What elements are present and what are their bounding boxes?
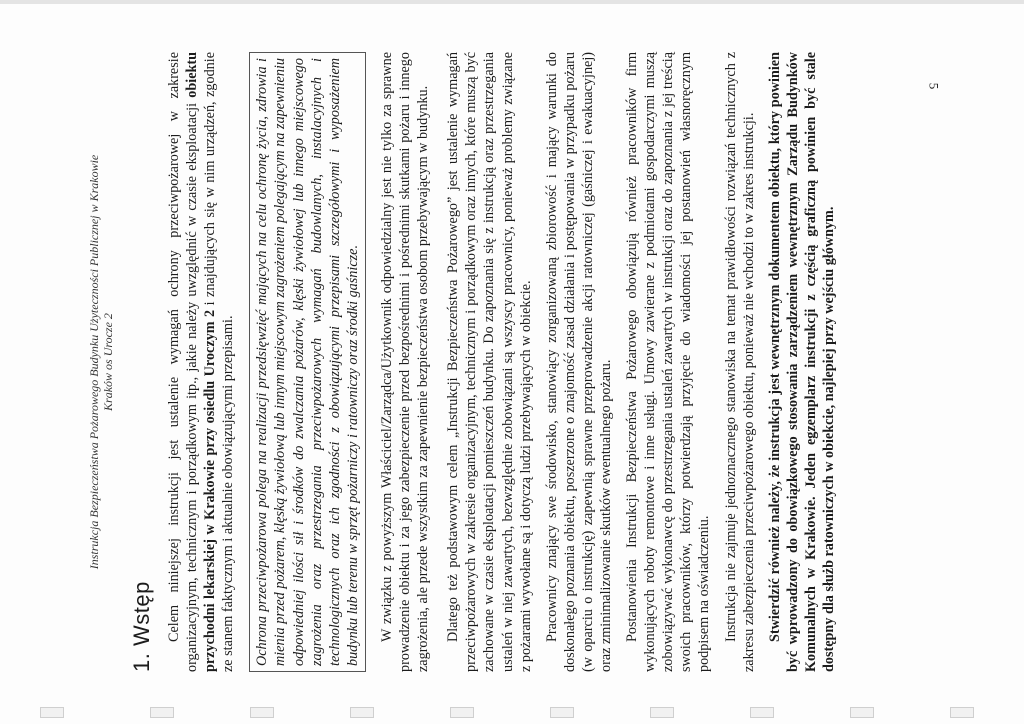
paragraph-purpose: Dlatego też podstawowym celem „Instrukcji Bezpieczeństwa Pożarowego” jest ustalenie wymagań przeciwpożarowych w zakresie organizacyjnym, technicznym i porządkowym oraz innych, które muszą być zachowane w czasie eksploatacji pomieszczeń budynku. Do zapoznania się z instrukcją oraz przestrzegania ustaleń w niej zawartych, bezwzględnie zobowiązani są wszyscy pracownicy, ponieważ problemy związane z pożarami wywołane są i dotyczą ludzi przebywających w obiekcie. (445, 52, 534, 672)
scan-mark (150, 707, 174, 718)
scan-mark (750, 707, 774, 718)
running-header (87, 52, 115, 672)
scan-mark (850, 707, 874, 718)
scan-mark (450, 707, 474, 718)
header-line-1: Instrukcja Bezpieczeństwa Pożarowego Budynku Użyteczności Publicznej w Krakowie (87, 154, 101, 570)
scan-mark (550, 707, 574, 718)
paragraph-contractors: Postanowienia Instrukcji Bezpieczeństwa Pożarowego obowiązują również pracowników firm wykonujących roboty remontowe i inne usługi. Umowy zawierane z podmiotami gospodarczymi muszą zobowiązywać wykonawcę do przestrzegania ustaleń zawartych w instrukcji oraz do zapoznania z jej treścią swoich pracowników, którzy potwierdzają przyjęcie do wiadomości jej postanowień własnoręcznym podpisem na oświadczeniu. (624, 52, 713, 672)
scan-mark (650, 707, 674, 718)
scan-edge-top (0, 0, 1024, 4)
paragraph-conclusion: Stwierdzić również należy, że instrukcja jest wewnętrznym dokumentem obiektu, który powinien być wprowadzony do obowiązkowego stosowania zarządzeniem wewnętrznym Zarządu Budynków Komunalnych w Krakowie. Jeden egzemplarz instrukcji z częścią graficzną powinien być stale dostępny dla służb ratowniczych w obiekcie, najlepiej przy wejściu głównym. (766, 52, 837, 672)
scan-mark (40, 707, 64, 718)
scan-mark (350, 707, 374, 718)
document-page (87, 52, 887, 672)
scan-edge-bottom (0, 702, 1024, 724)
scan-mark (250, 707, 274, 718)
paragraph-employees: Pracownicy znający swe środowisko, stanowiący zorganizowaną zbiorowość i mający warunki do doskonałego poznania obiektu, poszerzone o znajomość zasad działania i postępowania w przypadku pożaru (w oparciu o instrukcję) zapewnią sprawne przeprowadzenie akcji ratowniczej (gaśniczej i ewakuacyjnej) oraz zminimalizowanie skutków ewentualnego pożaru. (543, 52, 614, 672)
page-number: 5 (925, 82, 941, 90)
definition-box: Ochrona przeciwpożarowa polega na realizacji przedsięwzięć mających na celu ochronę życia, zdrowia i mienia przed pożarem, klęską żywiołową lub innym miejscowym zagrożeniem polegającym na zapewnieniu odpowiedniej ilości sił i środków do zwalczania pożarów, klęski żywiołowej lub innego miejscowego zagrożenia oraz przestrzegania przeciwpożarowych wymagań budowlanych, instalacyjnych i technologicznych oraz ich zgodności z obowiązującymi przepisami szczegółowymi i wyposażeniem budynku lub terenu w sprzęt pożarniczy i ratowniczy oraz środki gaśnicze. (249, 52, 366, 672)
header-line-2: Kraków os Urocze 2 (101, 313, 115, 411)
scan-mark (950, 707, 974, 718)
section-heading: 1. Wstęp (129, 581, 154, 672)
paragraph-intro: Celem niniejszej instrukcji jest ustalenie wymagań ochrony przeciwpożarowej w zakresie organizacyjnym, technicznym i porządkowym itp., jakie należy uwzględnić w czasie eksploatacji obiektu przychodni lekarskiej w Krakowie przy osiedlu Uroczym 2 i znajdujących się w nim urządzeń, zgodnie ze stanem faktycznym i aktualnie obowiązującymi przepisami. (166, 52, 237, 672)
paragraph-scope: Instrukcja nie zajmuje jednoznacznego stanowiska na temat prawidłowości rozwiązań technicznych z zakresu zabezpieczenia przeciwpożarowego obiektu, ponieważ nie wchodzi to w zakres instrukcji. (722, 52, 757, 672)
paragraph-responsibility: W związku z powyższym Właściciel/Zarządca/Użytkownik odpowiedzialny jest nie tylko za sprawne prowadzenie obiektu i za jego zabezpieczenie przed bezpośrednimi i pośrednimi skutkami pożaru i innego zagrożenia, ale przede wszystkim za zapewnienie bezpieczeństwa osobom przebywającym w budynku. (378, 52, 432, 672)
